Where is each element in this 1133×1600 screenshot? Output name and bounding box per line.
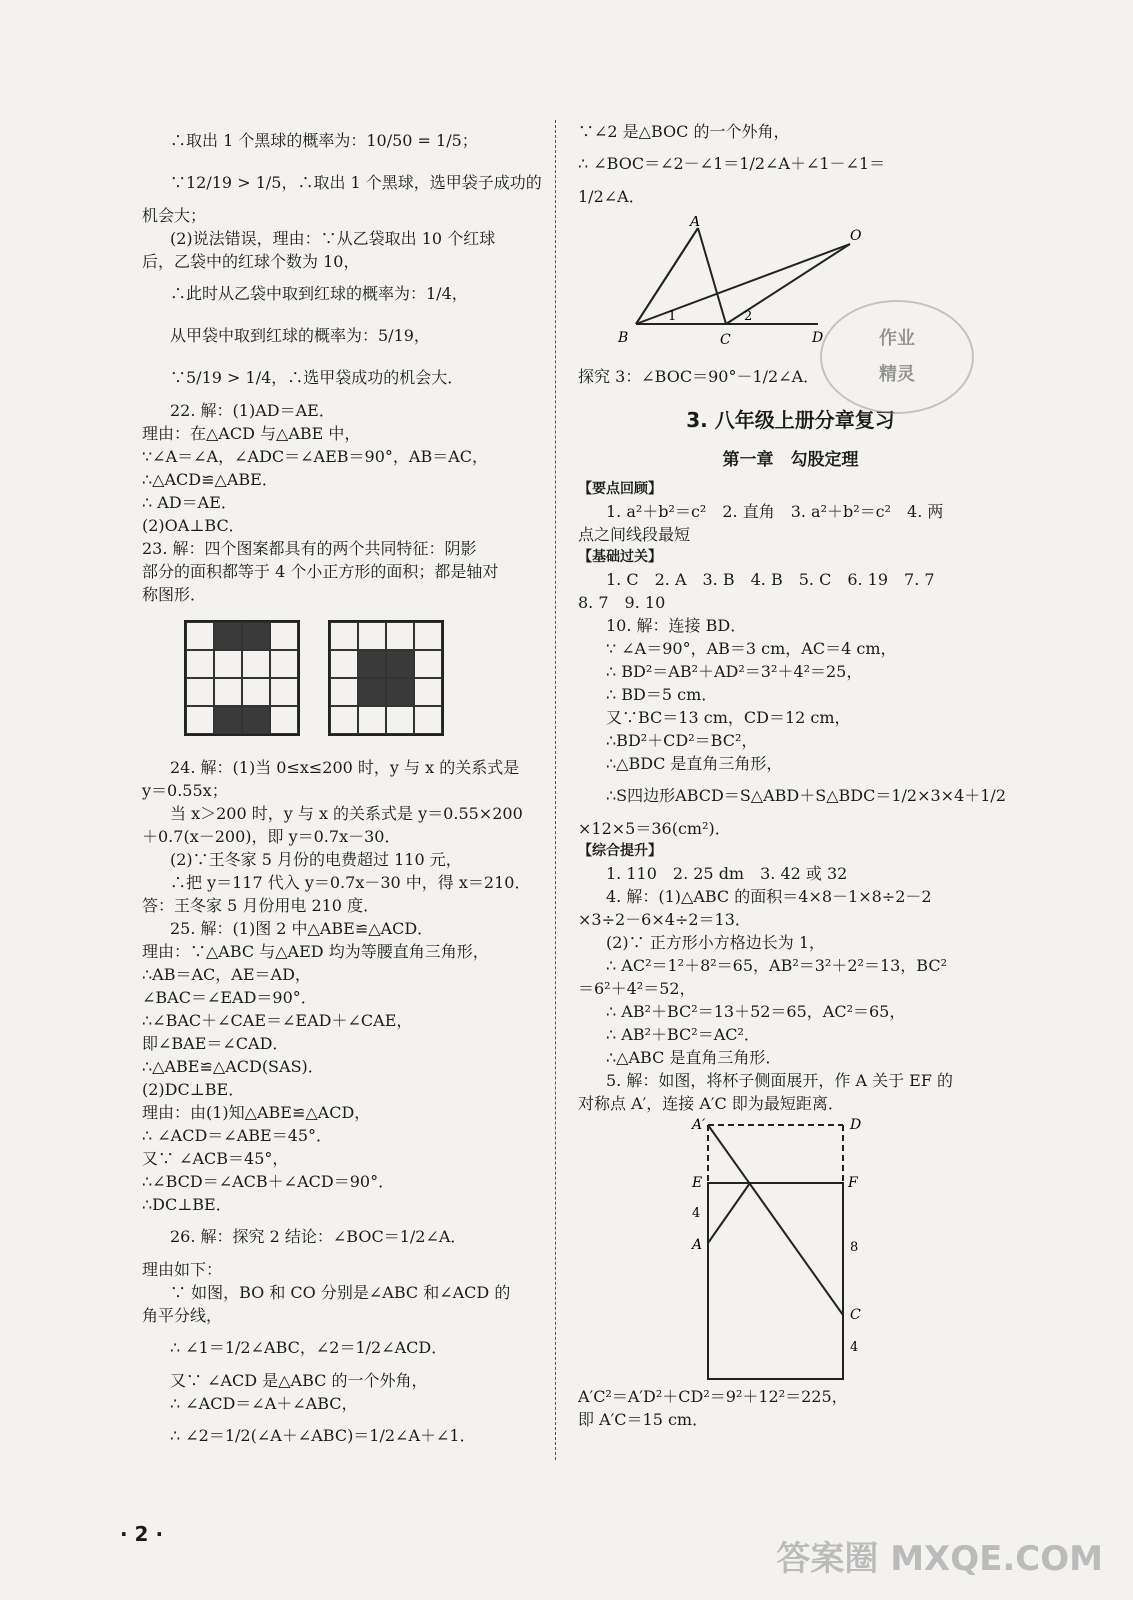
text-line: 1. C 2. A 3. B 4. B 5. C 6. 19 7. 7 xyxy=(606,570,935,589)
angle-2-label: 2 xyxy=(744,309,753,324)
tag-review: 【要点回顾】 xyxy=(578,481,662,497)
left-column xyxy=(142,120,542,1457)
text-line: 又∵ ∠ACD 是△ABC 的一个外角， xyxy=(170,1371,428,1390)
text-line: ∴∠BCD＝∠ACB＋∠ACD＝90°． xyxy=(142,1172,395,1191)
text-line: ＋0.7(x－200)，即 y＝0.7x－30． xyxy=(142,827,401,846)
label-a-prime: A′ xyxy=(692,1117,706,1133)
text-line: ×3÷2－6×4÷2＝13． xyxy=(578,910,751,929)
text-line: A′C²＝A′D²＋CD²＝9²＋12²＝225， xyxy=(578,1387,848,1406)
text-line: 5. 解：如图，将杯子侧面展开，作 A 关于 EF 的 xyxy=(606,1071,954,1090)
text-line: ∴ ∠BOC＝∠2－∠1＝1/2∠A＋∠1－∠1＝ xyxy=(578,154,886,173)
chapter-title: 第一章 勾股定理 xyxy=(722,450,859,470)
text-line: ∵∠2 是△BOC 的一个外角， xyxy=(578,122,790,141)
text-line: ∴此时从乙袋中取到红球的概率为：1/4， xyxy=(170,284,468,303)
text-line: 对称点 A′，连接 A′C 即为最短距离． xyxy=(578,1094,844,1113)
watermark: 答案圈 MXQE.COM xyxy=(776,1539,1103,1579)
text-line: (2)∵ 正方形小方格边长为 1， xyxy=(606,933,826,952)
text-line: (2)DC⊥BE． xyxy=(142,1080,245,1099)
text-line: ∴ AC²＝1²＋8²＝65，AB²＝3²＋2²＝13，BC² xyxy=(606,956,948,975)
text-line: ∴ ∠ACD＝∠ABE＝45°． xyxy=(142,1126,333,1145)
text-line: 10. 解：连接 BD． xyxy=(606,616,747,635)
text-line: ∴ ∠1＝1/2∠ABC，∠2＝1/2∠ACD． xyxy=(170,1338,448,1357)
text-line: 理由：在△ACD 与△ABE 中， xyxy=(142,424,361,443)
text-line: 又∵BC＝13 cm，CD＝12 cm， xyxy=(606,708,851,727)
label-c: C xyxy=(720,332,731,348)
text-line: ∴ ∠2＝1/2(∠A＋∠ABC)＝1/2∠A＋∠1． xyxy=(170,1426,476,1445)
text-line: 角平分线， xyxy=(142,1306,223,1325)
text-line: 1. 110 2. 25 dm 3. 42 或 32 xyxy=(606,864,848,883)
text-line: ∴取出 1 个黑球的概率为：10/50 = 1/5； xyxy=(170,131,478,150)
text-line: 答：王冬家 5 月份用电 210 度． xyxy=(142,896,380,915)
text-line: 理由：∵△ABC 与△AED 均为等腰直角三角形， xyxy=(142,942,489,961)
angle-1-label: 1 xyxy=(668,309,677,324)
label-d: D xyxy=(850,1117,862,1133)
text-line: ∴△BDC 是直角三角形， xyxy=(606,754,783,773)
text-line: 探究 3：∠BOC＝90°－1/2∠A． xyxy=(578,367,820,386)
text-line: ∴ ∠ACD＝∠A＋∠ABC， xyxy=(170,1394,358,1413)
column-divider xyxy=(555,120,556,1460)
text-line: 23. 解：四个图案都具有的两个共同特征：阴影 xyxy=(142,539,477,558)
text-line: ∴ AD＝AE． xyxy=(142,493,237,512)
label-c: C xyxy=(850,1307,861,1323)
text-line: ＝6²＋4²＝52， xyxy=(578,979,696,998)
text-line: 称图形． xyxy=(142,585,207,604)
grid-figure-2 xyxy=(328,620,444,736)
text-line: (2)OA⊥BC． xyxy=(142,516,245,535)
text-line: ∴把 y＝117 代入 y＝0.7x－30 中，得 x＝210． xyxy=(170,873,531,892)
text-line: ∵ ∠A＝90°，AB＝3 cm，AC＝4 cm， xyxy=(606,639,897,658)
text-line: ∴DC⊥BE． xyxy=(142,1195,232,1214)
text-line: 8. 7 9. 10 xyxy=(578,593,666,612)
text-line: ∴△ABC 是直角三角形． xyxy=(606,1048,782,1067)
text-line: 理由如下： xyxy=(142,1260,223,1279)
text-line: 1/2∠A． xyxy=(578,187,645,206)
text-line: 26. 解：探究 2 结论：∠BOC＝1/2∠A． xyxy=(170,1227,467,1246)
text-line: ∴ AB²＋BC²＝13＋52＝65，AC²＝65， xyxy=(606,1002,906,1021)
text-line: 机会大； xyxy=(142,206,207,225)
label-f: F xyxy=(848,1175,858,1191)
text-line: ∴△ACD≌△ABE． xyxy=(142,470,278,489)
text-line: 4. 解：(1)△ABC 的面积＝4×8－1×8÷2－2 xyxy=(606,887,932,906)
cup-unfold-figure xyxy=(678,1115,978,1385)
text-line: 点之间线段最短 xyxy=(578,525,691,544)
label-o: O xyxy=(850,228,862,244)
page-number: · 2 · xyxy=(120,1522,164,1546)
grid-figure-1 xyxy=(184,620,300,736)
text-line: 从甲袋中取到红球的概率为：5/19， xyxy=(170,326,430,345)
text-line: 即 A′C＝15 cm． xyxy=(578,1410,709,1429)
text-line: ∵ 如图，BO 和 CO 分别是∠ABC 和∠ACD 的 xyxy=(170,1283,511,1302)
text-line: y＝0.55x； xyxy=(142,781,228,800)
text-line: ×12×5＝36(cm²)． xyxy=(578,819,731,838)
text-line: (2)说法错误，理由：∵从乙袋取出 10 个红球 xyxy=(170,229,496,248)
tag-comprehensive: 【综合提升】 xyxy=(578,843,662,859)
length-8-label: 8 xyxy=(850,1240,859,1255)
stamp-line1: 作业 xyxy=(879,328,915,349)
text-line: ∵5/19 > 1/4，∴选甲袋成功的机会大． xyxy=(170,368,464,387)
label-d: D xyxy=(812,330,824,346)
text-line: (2)∵王冬家 5 月份的电费超过 110 元， xyxy=(170,850,462,869)
text-line: 1. a²＋b²＝c² 2. 直角 3. a²＋b²＝c² 4. 两 xyxy=(606,502,944,521)
text-line: ∴∠BAC＋∠CAE＝∠EAD＋∠CAE， xyxy=(142,1011,413,1030)
label-b: B xyxy=(618,330,629,346)
length-4-label: 4 xyxy=(692,1206,701,1221)
label-a: A xyxy=(692,1237,703,1253)
text-line: 22. 解：(1)AD＝AE． xyxy=(170,401,335,420)
text-line: ∴BD²＋CD²＝BC²， xyxy=(606,731,758,750)
text-line: 当 x＞200 时，y 与 x 的关系式是 y＝0.55×200 xyxy=(170,804,523,823)
text-line: 24. 解：(1)当 0≤x≤200 时，y 与 x 的关系式是 xyxy=(170,758,520,777)
section-title: 3. 八年级上册分章复习 xyxy=(686,408,895,432)
stamp xyxy=(820,300,974,414)
text-line: ∴S四边形ABCD＝S△ABD＋S△BDC＝1/2×3×4＋1/2 xyxy=(606,786,1006,805)
text-line: 部分的面积都等于 4 个小正方形的面积；都是轴对 xyxy=(142,562,499,581)
label-a: A xyxy=(690,216,701,230)
text-line: 理由：由(1)知△ABE≌△ACD， xyxy=(142,1103,371,1122)
length-4b-label: 4 xyxy=(850,1340,859,1355)
text-line: ∠BAC＝∠EAD＝90°． xyxy=(142,988,317,1007)
text-line: ∴ BD²＝AB²＋AD²＝3²＋4²＝25， xyxy=(606,662,863,681)
text-line: ∴△ABE≌△ACD(SAS)． xyxy=(142,1057,324,1076)
tag-basic: 【基础过关】 xyxy=(578,549,662,565)
text-line: 25. 解：(1)图 2 中△ABE≌△ACD． xyxy=(170,919,434,938)
text-line: ∵∠A＝∠A，∠ADC＝∠AEB＝90°，AB＝AC， xyxy=(142,447,489,466)
text-line: ∴AB＝AC，AE＝AD， xyxy=(142,965,311,984)
text-line: ∴ AB²＋BC²＝AC²． xyxy=(606,1025,760,1044)
text-line: 即∠BAE＝∠CAD． xyxy=(142,1034,289,1053)
stamp-line2: 精灵 xyxy=(879,364,915,385)
text-line: ∴ BD＝5 cm． xyxy=(606,685,718,704)
text-line: 后，乙袋中的红球个数为 10， xyxy=(142,252,360,271)
text-line: 又∵ ∠ACB＝45°， xyxy=(142,1149,289,1168)
text-line: ∵12/19 > 1/5，∴取出 1 个黑球，选甲袋子成功的 xyxy=(170,173,542,192)
label-e: E xyxy=(692,1175,703,1191)
